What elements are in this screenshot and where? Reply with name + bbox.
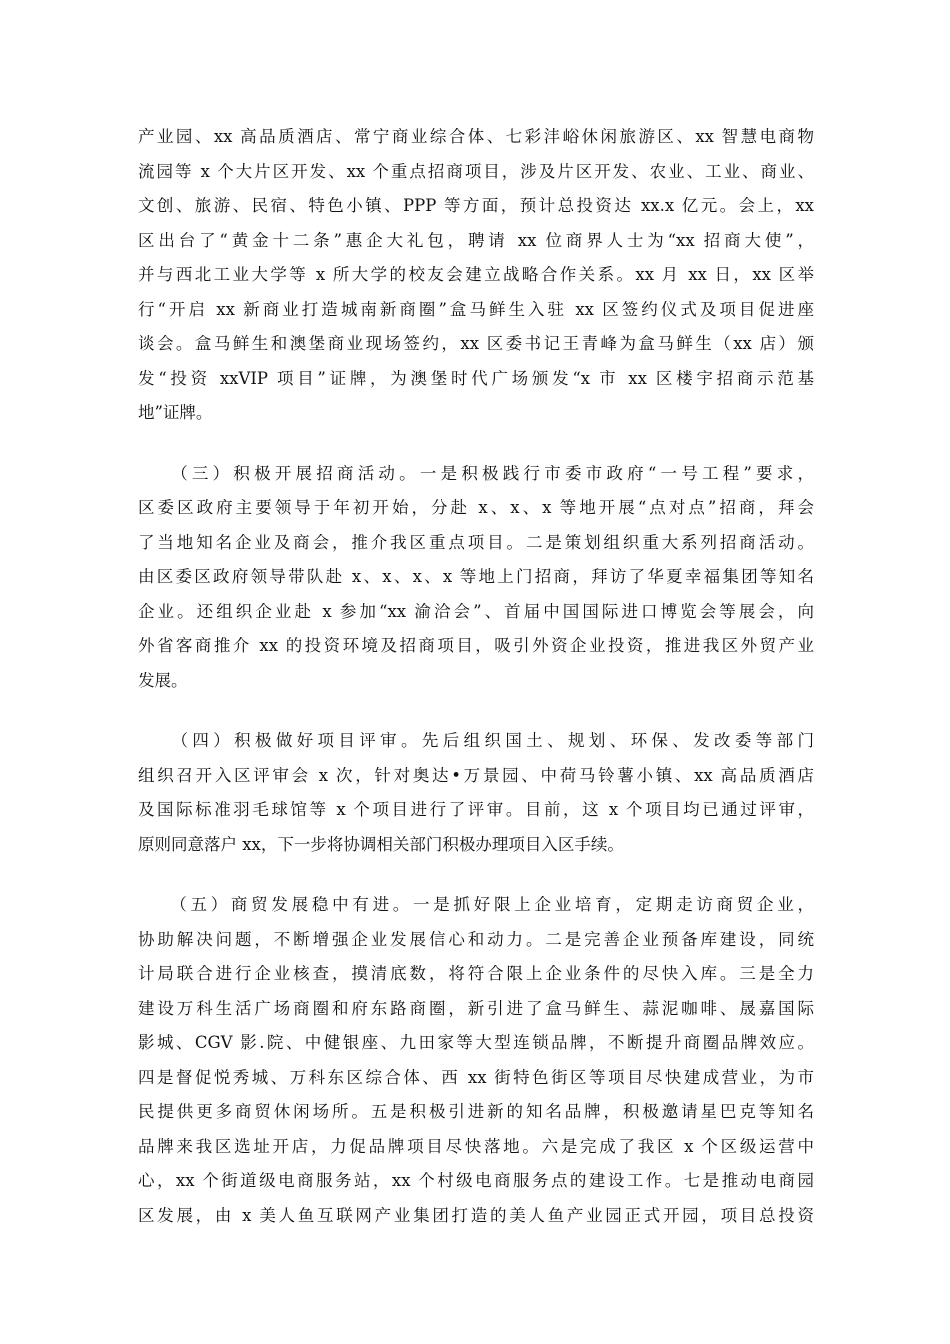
text-line: 四是督促悦秀城、万科东区综合体、西 xx 街特色街区等项目尽快建成营业，为市: [138, 1067, 814, 1087]
text-line: 影城、CGV 影.院、中健银座、九田家等大型连锁品牌，不断提升商圈品牌效应。: [138, 1033, 814, 1052]
text-line: 区委区政府主要领导于年初开始，分赴 x、x、x 等地开展“点对点”招商，拜会: [138, 498, 814, 517]
text-line: 并与西北工业大学等 x 所大学的校友会建立战略合作关系。xx 月 xx 日，xx 区举: [138, 265, 814, 284]
text-line: 品牌来我区选址开店，力促品牌项目尽快落地。六是完成了我区 x 个区级运营中: [138, 1136, 814, 1156]
text-line: 了当地知名企业及商会，推介我区重点项目。二是策划组织重大系列招商活动。: [138, 532, 814, 552]
paragraph: [138, 457, 814, 699]
text-line: 产业园、xx 高品质酒店、常宁商业综合体、七彩沣峪休闲旅游区、xx 智慧电商物: [138, 127, 814, 146]
paragraph: [138, 888, 814, 1233]
text-line: 行“开启 xx 新商业打造城南新商圈”盒马鲜生入驻 xx 区签约仪式及项目促进座: [138, 299, 814, 319]
text-line: 原则同意落户 xx，下一步将协调相关部门积极办理项目入区手续。: [138, 834, 624, 854]
text-line: （四）积极做好项目评审。先后组织国土、规划、环保、发改委等部门: [138, 731, 814, 750]
text-line: 计局联合进行企业核查，摸清底数，将符合限上企业条件的尽快入库。三是全力: [138, 964, 814, 983]
text-line: （三）积极开展招商活动。一是积极践行市委市政府“一号工程”要求，: [138, 463, 814, 483]
text-line: 及国际标准羽毛球馆等 x 个项目进行了评审。目前，这 x 个项目均已通过评审，: [138, 800, 814, 819]
text-line: 区发展，由 x 美人鱼互联网产业集团打造的美人鱼产业园正式开园，项目总投资: [138, 1205, 814, 1225]
text-line: 由区委区政府领导带队赴 x、x、x、x 等地上门招商，拜访了华夏幸福集团等知名: [138, 567, 814, 586]
document-body: [138, 120, 814, 1259]
text-line: （五）商贸发展稳中有进。一是抓好限上企业培育，定期走访商贸企业，: [138, 895, 814, 914]
text-line: 民提供更多商贸休闲场所。五是积极引进新的知名品牌，积极邀请星巴克等知名: [138, 1102, 814, 1121]
text-line: 外省客商推介 xx 的投资环境及招商项目，吸引外资企业投资，推进我区外贸产业: [138, 636, 814, 655]
text-line: 心，xx 个街道级电商服务站，xx 个村级电商服务点的建设工作。七是推动电商园: [138, 1171, 814, 1190]
paragraph: [138, 724, 814, 862]
text-line: 流园等 x 个大片区开发、xx 个重点招商项目，涉及片区开发、农业、工业、商业、: [138, 161, 814, 181]
text-line: 建设万科生活广场商圈和府东路商圈，新引进了盒马鲜生、蒜泥咖啡、晟嘉国际: [138, 998, 814, 1018]
text-line: 区出台了“黄金十二条”惠企大礼包，聘请 xx 位商界人士为“xx 招商大使”，: [138, 230, 814, 250]
text-line: 文创、旅游、民宿、特色小镇、PPP 等方面，预计总投资达 xx.x 亿元。会上，xx: [138, 196, 814, 215]
text-line: 发“投资 xxVIP 项目”证牌，为澳堡时代广场颁发“x 市 xx 区楼宇招商示范基: [138, 368, 814, 388]
text-line: 协助解决问题，不断增强企业发展信心和动力。二是完善企业预备库建设，同统: [138, 929, 814, 949]
text-line: 组织召开入区评审会 x 次，针对奥达•万景园、中荷马铃薯小镇、xx 高品质酒店: [138, 765, 814, 785]
paragraph: [138, 120, 814, 431]
text-line: 企业。还组织企业赴 x 参加“xx 渝洽会”、首届中国国际进口博览会等展会，向: [138, 601, 814, 621]
text-line: 地”证牌。: [138, 403, 213, 422]
text-line: 发展。: [138, 670, 188, 690]
text-line: 谈会。盒马鲜生和澳堡商业现场签约，xx 区委书记王青峰为盒马鲜生（xx 店）颁: [138, 334, 814, 353]
